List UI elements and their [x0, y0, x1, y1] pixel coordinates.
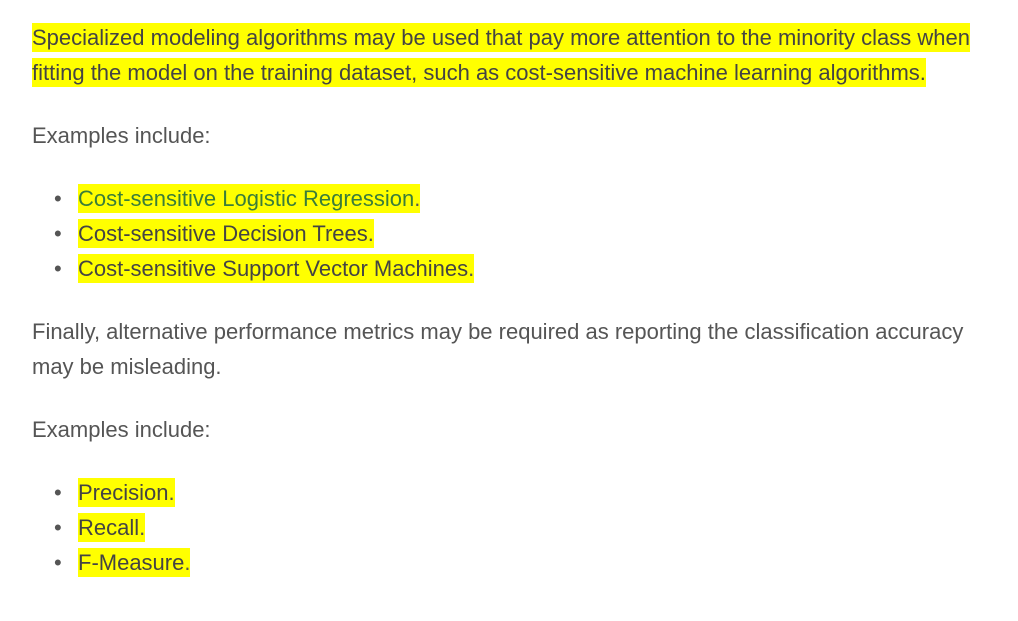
- list-item-label: Cost-sensitive Decision Trees: [78, 221, 368, 246]
- list-item: • Cost-sensitive Support Vector Machines.: [32, 251, 992, 286]
- article-content: [32, 20, 992, 608]
- examples-label-1: Examples include:: [32, 123, 211, 148]
- list-item: • Cost-sensitive Decision Trees.: [32, 216, 992, 251]
- list-item: • F-Measure.: [32, 545, 992, 580]
- bullet-icon: •: [54, 256, 62, 281]
- algorithms-list: [32, 181, 992, 286]
- list-item-label: Cost-sensitive Support Vector Machines: [78, 256, 469, 281]
- intro-highlight: Specialized modeling algorithms may be used that pay more attention to the minority class when fitting the model on the training dataset, such as cost-sensitive machine learning algorithms.: [32, 25, 970, 85]
- list-item: • Precision.: [32, 475, 992, 510]
- bullet-icon: •: [54, 221, 62, 246]
- bullet-icon: •: [54, 480, 62, 505]
- metrics-list: [32, 475, 992, 580]
- list-item-label: Precision: [78, 480, 169, 505]
- examples-label-2: Examples include:: [32, 417, 211, 442]
- list-item-label: Recall: [78, 515, 140, 540]
- list-item: • Recall.: [32, 510, 992, 545]
- intro-paragraph: [32, 20, 992, 90]
- bullet-icon: •: [54, 550, 62, 575]
- list-item: • Cost-sensitive Logistic Regression.: [32, 181, 992, 216]
- bullet-icon: •: [54, 515, 62, 540]
- bullet-icon: •: [54, 186, 62, 211]
- finally-paragraph: Finally, alternative performance metrics may be required as reporting the classification accuracy may be misleading.: [32, 319, 964, 379]
- list-item-label: F-Measure: [78, 550, 185, 575]
- link-cost-sensitive-logistic-regression[interactable]: Cost-sensitive Logistic Regression: [78, 186, 415, 211]
